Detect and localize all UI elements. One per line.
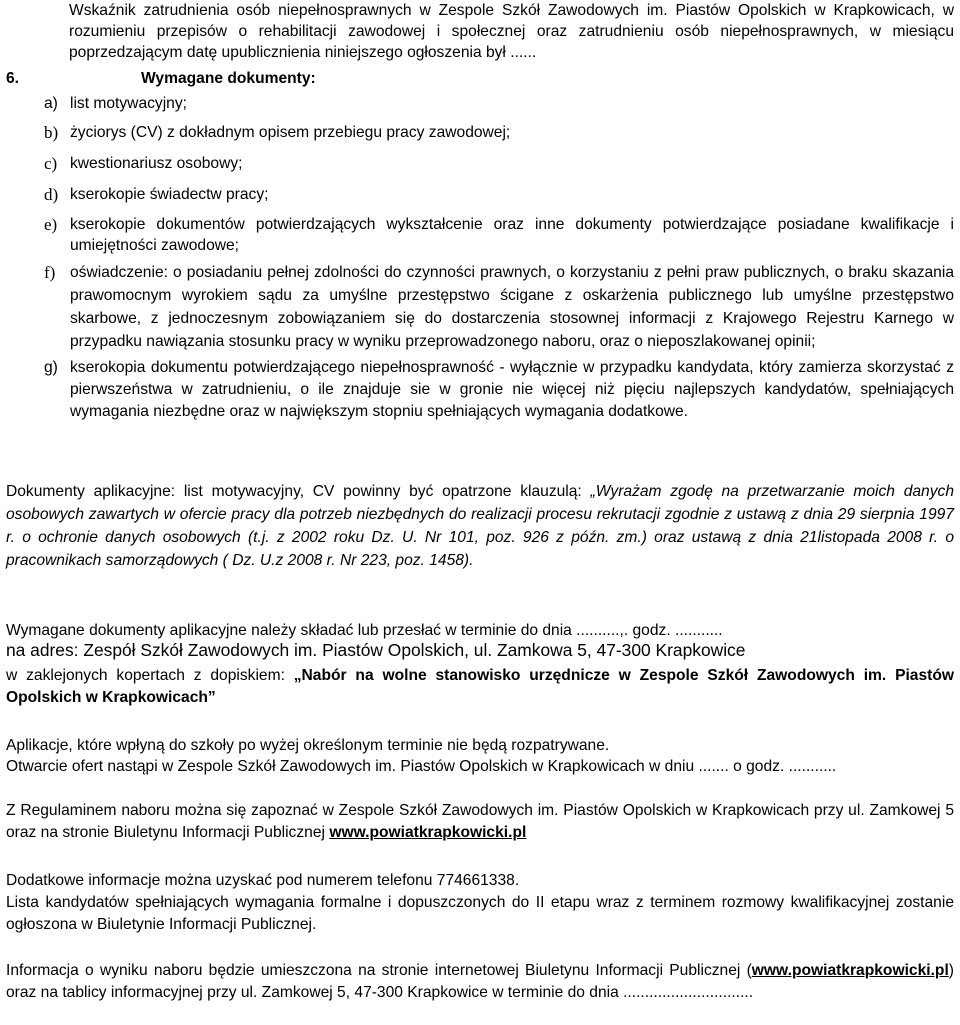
clause-lead: Dokumenty aplikacyjne: list motywacyjny, CV powinny być opatrzone klauzulą: bbox=[6, 483, 591, 500]
list-item-text: kserokopie świadectw pracy; bbox=[70, 185, 269, 203]
envelope-note bbox=[6, 665, 954, 709]
list-item-text: kserokopie dokumentów potwierdzających wykształcenie oraz inne dokumenty potwierdzające posiadane kwalifikacje i umiejętności zawodowe; bbox=[70, 216, 954, 254]
employment-indicator-paragraph: Wskaźnik zatrudnienia osób niepełnosprawnych w Zespole Szkół Zawodowych im. Piastów Opolskich w Krapkowicach, w rozumieniu przepisów o rehabilitacji zawodowej i społecznej oraz zatrudnieniu osób niepełnosprawnych, w miesiącu poprzedzającym datę upublicznienia niniejszego ogłoszenia był ...... bbox=[69, 2, 954, 61]
list-item-letter: a) bbox=[44, 95, 58, 112]
list-item bbox=[44, 214, 954, 256]
results-tail: ) oraz na tablicy informacyjnej przy ul. Zamkowej 5, 47-300 Krapkowice w terminie do dnia .............................. bbox=[6, 962, 954, 1001]
list-item bbox=[44, 90, 954, 117]
data-consent-clause bbox=[6, 480, 954, 572]
section-number: 6. bbox=[6, 70, 20, 87]
list-item-text: list motywacyjny; bbox=[70, 95, 187, 112]
results-note bbox=[6, 960, 954, 1004]
list-item-text: kserokopia dokumentu potwierdzającego niepełnosprawność - wyłącznie w przypadku kandydata, który zamierza skorzystać z pierwszeństwa w zatrudnieniu, o ile znajduje sie w gronie nie więcej niż pięciu najlepszych kandydatów, spełniających wymagania niezbędne oraz w największym stopniu spełniających wymagania dodatkowe. bbox=[70, 359, 954, 420]
list-item bbox=[44, 119, 954, 145]
list-item-text: życiorys (CV) z dokładnym opisem przebiegu pracy zawodowej; bbox=[70, 123, 511, 141]
list-item-letter: c) bbox=[44, 153, 58, 173]
list-item-letter: f) bbox=[44, 263, 56, 282]
list-item-letter: d) bbox=[44, 184, 59, 204]
candidates-list-note: Lista kandydatów spełniających wymagania formalne i dopuszczonych do II etapu wraz z terminem rozmowy kwalifikacyjnej zostanie ogłoszona w Biuletynie Informacji Publicznej. bbox=[6, 894, 954, 933]
regulations-text: Z Regulaminem naboru można się zapoznać w Zespole Szkół Zawodowych im. Piastów Opolskich w Krapkowicach przy ul. Zamkowej 5 oraz na stronie Biuletynu Informacji Publicznej bbox=[6, 802, 954, 841]
opening-note: Otwarcie ofert nastąpi w Zespole Szkół Zawodowych im. Piastów Opolskich w Krapkowicach w dniu ....... o godz. ........... bbox=[6, 758, 837, 775]
section-title: Wymagane dokumenty: bbox=[141, 70, 316, 87]
late-applications-note: Aplikacje, które wpłyną do szkoły po wyżej określonym terminie nie będą rozpatrywane. bbox=[6, 737, 610, 754]
submission-address: na adres: Zespół Szkół Zawodowych im. Piastów Opolskich, ul. Zamkowa 5, 47-300 Krapkowice bbox=[6, 640, 746, 660]
envelope-lead: w zaklejonych kopertach z dopiskiem: bbox=[6, 667, 294, 684]
list-item bbox=[44, 261, 954, 353]
list-item-letter: b) bbox=[44, 122, 59, 142]
list-item bbox=[44, 181, 954, 207]
list-item-text: kwestionariusz osobowy; bbox=[70, 154, 243, 172]
required-documents-list bbox=[44, 90, 954, 423]
submission-deadline: Wymagane dokumenty aplikacyjne należy składać lub przesłać w terminie do dnia ..........,. godz. ........... bbox=[6, 622, 723, 639]
envelope-label: „Nabór na wolne stanowisko urzędnicze w Zespole Szkół Zawodowych im. Piastów Opolskich w Krapkowicach” bbox=[6, 667, 954, 706]
section-6-heading bbox=[6, 68, 316, 89]
list-item-letter: g) bbox=[44, 359, 58, 376]
regulations-note bbox=[6, 800, 954, 844]
results-lead: Informacja o wyniku naboru będzie umieszczona na stronie internetowej Biuletynu Informacji Publicznej ( bbox=[6, 962, 752, 979]
list-item bbox=[44, 357, 954, 423]
list-item bbox=[44, 150, 954, 176]
list-item-letter: e) bbox=[44, 215, 58, 234]
results-link[interactable]: www.powiatkrapkowicki.pl bbox=[751, 962, 949, 979]
bip-link[interactable]: www.powiatkrapkowicki.pl bbox=[329, 824, 527, 841]
list-item-text: oświadczenie: o posiadaniu pełnej zdolności do czynności prawnych, o korzystaniu z pełni praw publicznych, o braku skazania prawomocnym wyrokiem sądu za umyślne przestępstwo ścigane z oskarżenia publicznego lub umyślne przestępstwo skarbowe, z jednoczesnym zobowiązaniem się do dostarczenia stosownej informacji z Krajowego Rejestru Karnego w przypadku nawiązania stosunku pracy w wyniku przeprowadzonego naboru, oraz o nieposzlakowanej opinii; bbox=[70, 264, 954, 350]
phone-note: Dodatkowe informacje można uzyskać pod numerem telefonu 774661338. bbox=[6, 872, 520, 889]
clause-italic: „Wyrażam zgodę na przetwarzanie moich danych osobowych zawartych w ofercie pracy dla potrzeb niezbędnych do realizacji procesu rekrutacji zgodnie z ustawą z dnia 29 sierpnia 1997 r. o ochronie danych osobowych (t.j. z 2002 roku Dz. U. Nr 101, poz. 926 z późn. zm.) oraz ustawą z dnia 21listopada 2008 r. o pracownikach samorządowych ( Dz. U.z 2008 r. Nr 223, poz. 1458). bbox=[6, 483, 954, 569]
